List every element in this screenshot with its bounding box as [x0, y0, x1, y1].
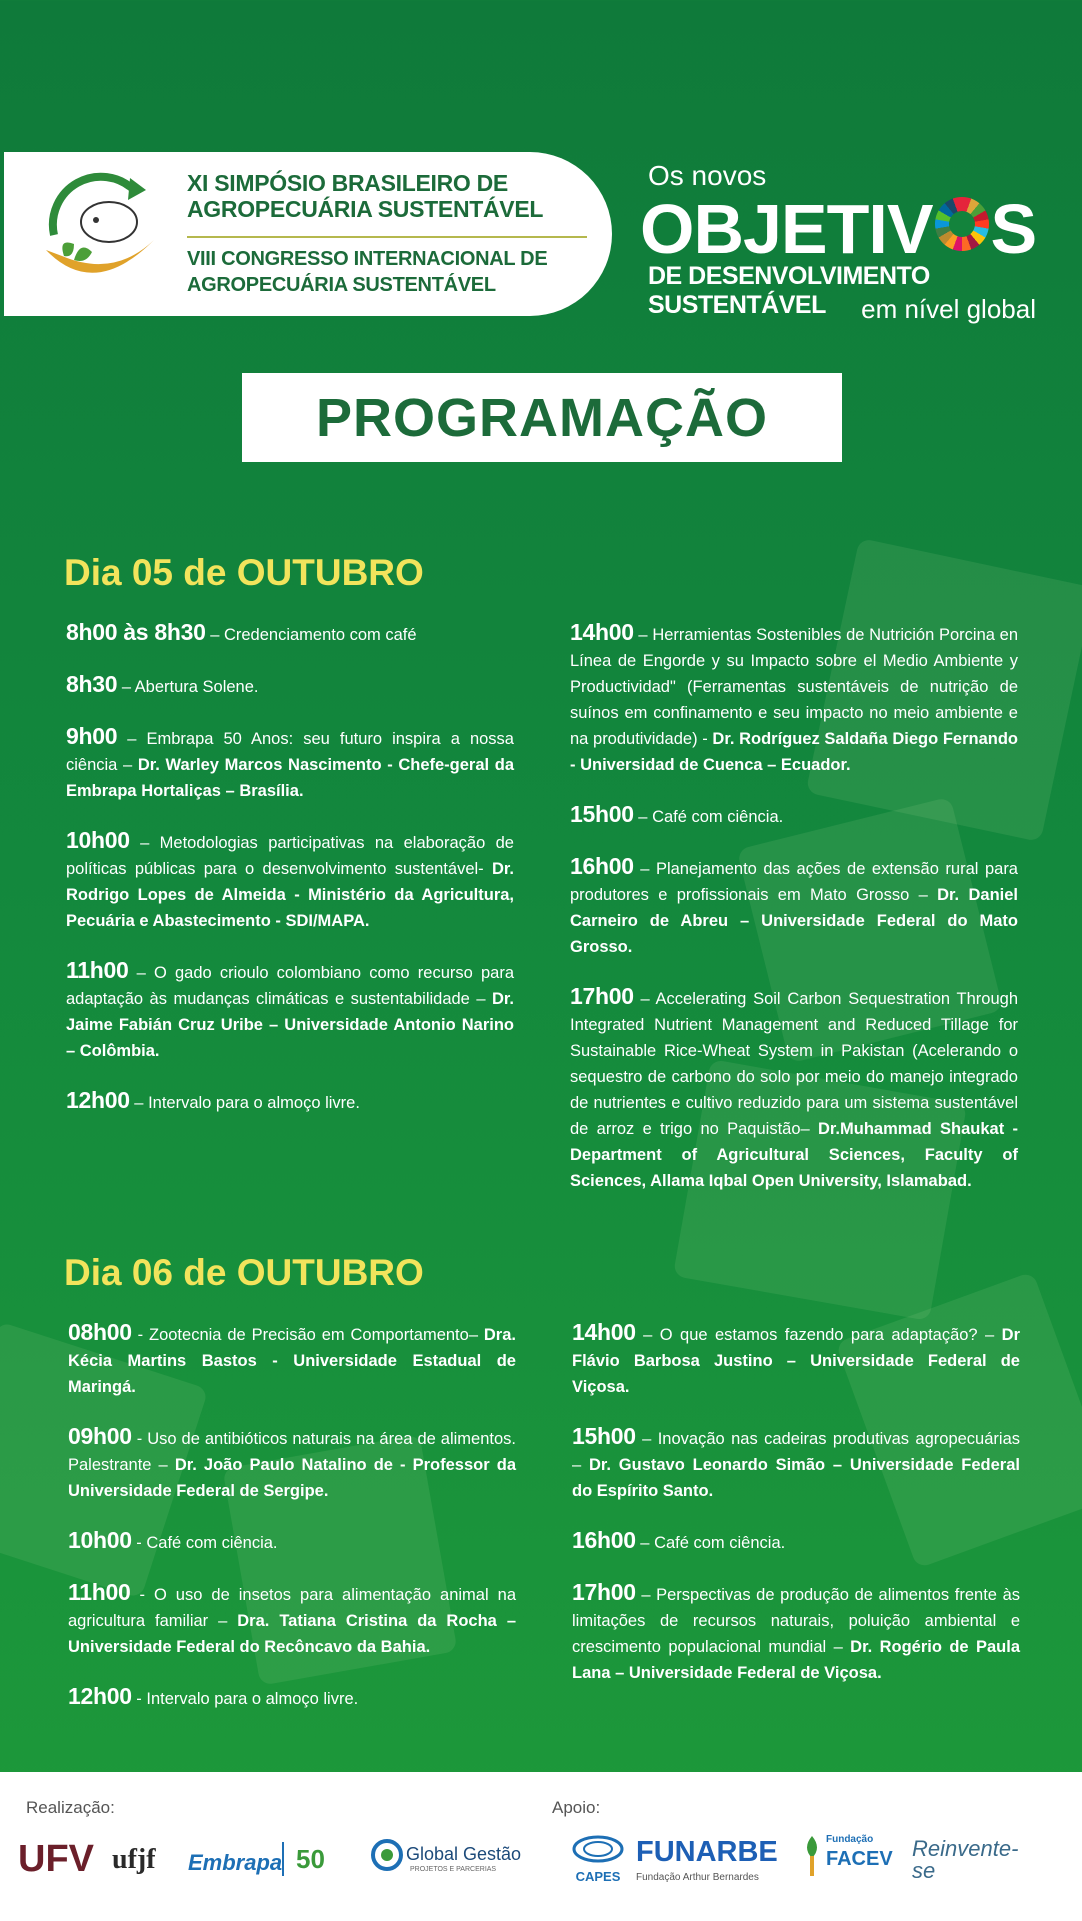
schedule-description: – Accelerating Soil Carbon Sequestration Through Integrated Nutrient Management and Reduced Tillage for Sustainable Rice-Wheat System in Pakistan (Acelerando o sequestro de carbono do solo por meio do manejo integrado de nutrientes e cultivo reduzido para um sistema sustentável de arroz e trigo no Paquistão– — [570, 990, 1018, 1138]
day-title-1: Dia 05 de OUTUBRO — [64, 552, 424, 593]
program-title: PROGRAMAÇÃO — [316, 387, 768, 448]
schedule-item — [68, 1684, 516, 1712]
funarbe-logo: FUNARBE — [636, 1836, 778, 1868]
schedule-speaker: Dr. Rodrigo Lopes de Almeida - Ministério da Agricultura, Pecuária e Abastecimento - SDI/MAPA. — [66, 860, 514, 930]
day2-right-column — [572, 1320, 1020, 1710]
schedule-time: 11h00 — [66, 957, 129, 983]
schedule-description: – Metodologias participativas na elaboração de políticas públicas para o desenvolvimento sustentável- — [66, 834, 514, 878]
schedule-speaker: Dra. Tatiana Cristina da Rocha – Universidade Federal do Recôncavo da Bahia. — [68, 1612, 516, 1656]
capes-icon — [572, 1834, 624, 1864]
embrapa-50-logo: 50 — [296, 1844, 325, 1874]
schedule-time: 17h00 — [570, 983, 634, 1009]
schedule-speaker: Dr. Rodríguez Saldaña Diego Fernando - Universidad de Cuenca – Ecuador. — [570, 730, 1019, 774]
event-title-symposium: XI SIMPÓSIO BRASILEIRO DE AGROPECUÁRIA SUSTENTÁVEL — [187, 170, 544, 222]
schedule-item — [570, 854, 1018, 960]
schedule-time: 12h00 — [66, 1087, 130, 1113]
schedule-item — [572, 1424, 1020, 1504]
schedule-speaker: Dr. Gustavo Leonardo Simão – Universidade Federal do Espírito Santo. — [572, 1456, 1020, 1500]
schedule-speaker: Dr. Daniel Carneiro de Abreu – Universidade Federal do Mato Grosso. — [570, 886, 1018, 956]
schedule-time: 16h00 — [572, 1527, 636, 1553]
schedule-speaker: Dr. Warley Marcos Nascimento - Chefe-geral da Embrapa Hortaliças – Brasília. — [66, 756, 514, 800]
program-title-box — [242, 373, 842, 462]
funarbe-subtitle: Fundação Arthur Bernardes — [636, 1872, 759, 1883]
schedule-time: 17h00 — [572, 1579, 636, 1605]
schedule-time: 8h00 às 8h30 — [66, 619, 206, 645]
schedule-speaker: Dr.Muhammad Shaukat - Department of Agricultural Sciences, Faculty of Sciences, Allama Iqbal Open University, Islamabad. — [570, 1120, 1018, 1190]
ods-banner — [620, 158, 1040, 328]
schedule-item — [66, 1088, 514, 1116]
schedule-speaker: Dr. João Paulo Natalino de - Professor da Universidade Federal de Sergipe. — [68, 1456, 516, 1500]
schedule-description: – O gado crioulo colombiano como recurso para adaptação às mudanças climáticas e sustentabilidade – — [66, 964, 514, 1008]
schedule-item — [68, 1320, 516, 1400]
day1-right-column — [570, 620, 1018, 1218]
schedule-description: – Intervalo para o almoço livre. — [129, 1094, 360, 1112]
ods-subtitle: DE DESENVOLVIMENTO SUSTENTÁVEL — [648, 262, 930, 319]
schedule-time: 9h00 — [66, 723, 118, 749]
schedule-time: 14h00 — [570, 619, 634, 645]
day1-left-column — [66, 620, 514, 1140]
apoio-label: Apoio: — [552, 1798, 601, 1817]
schedule-item — [570, 984, 1018, 1194]
reinvente-se-logo: Reinvente-se — [912, 1836, 1019, 1883]
schedule-description: – Herramientas Sostenibles de Nutrición Porcina en Línea de Engorde y su Impacto sobre el Medio Ambiente y Productividad" (Ferramentas sustentáveis de nutrição de suínos em confinamento e seu impacto no meio ambiente e na produtividade) - — [570, 626, 1018, 748]
schedule-speaker: Dr. Jaime Fabián Cruz Uribe – Universidade Antonio Narino – Colômbia. — [66, 990, 514, 1060]
schedule-item — [66, 828, 514, 934]
schedule-description: – Inovação nas cadeiras produtivas agropecuárias – — [572, 1430, 1020, 1474]
schedule-description: - Intervalo para o almoço livre. — [131, 1690, 359, 1708]
schedule-item — [572, 1320, 1020, 1400]
schedule-time: 8h30 — [66, 671, 118, 697]
schedule-time: 10h00 — [66, 827, 130, 853]
schedule-speaker: Dr. Rogério de Paula Lana – Universidade Federal de Viçosa. — [572, 1638, 1020, 1682]
schedule-time: 11h00 — [68, 1579, 131, 1605]
schedule-description: – Planejamento das ações de extensão rural para produtores e profissionais em Mato Grosso – — [570, 860, 1018, 904]
header-divider — [187, 236, 587, 238]
schedule-description: – Café com ciência. — [633, 808, 784, 826]
schedule-time: 15h00 — [572, 1423, 636, 1449]
ufv-logo: UFV — [18, 1838, 94, 1880]
sdg-wheel-icon — [935, 197, 989, 251]
ods-pretext: Os novos — [648, 160, 767, 191]
event-title-congress: VIII CONGRESSO INTERNACIONAL DE AGROPECUÁRIA SUSTENTÁVEL — [187, 248, 548, 296]
schedule-description: – O que estamos fazendo para adaptação? – — [635, 1326, 1002, 1344]
schedule-item — [572, 1580, 1020, 1686]
realizacao-label: Realização: — [26, 1798, 115, 1817]
schedule-time: 16h00 — [570, 853, 634, 879]
day-title-2: Dia 06 de OUTUBRO — [64, 1252, 424, 1293]
schedule-description: - Café com ciência. — [131, 1534, 278, 1552]
schedule-item — [68, 1424, 516, 1504]
schedule-description: – Embrapa 50 Anos: seu futuro inspira a nossa ciência – — [66, 730, 514, 774]
schedule-speaker: Dr Flávio Barbosa Justino – Universidade Federal de Viçosa. — [572, 1326, 1020, 1396]
schedule-time: 15h00 — [570, 801, 634, 827]
schedule-item — [68, 1580, 516, 1660]
schedule-time: 14h00 — [572, 1319, 636, 1345]
schedule-item — [570, 620, 1018, 778]
schedule-description: - O uso de insetos para alimentação animal na agricultura familiar – — [68, 1586, 516, 1630]
schedule-item — [66, 620, 514, 648]
footer-sponsors — [0, 1772, 1082, 1921]
embrapa-logo: Embrapa — [188, 1850, 283, 1875]
schedule-item — [66, 672, 514, 700]
schedule-description: – Café com ciência. — [635, 1534, 786, 1552]
schedule-item — [66, 958, 514, 1064]
schedule-description: - Uso de antibióticos naturais na área de alimentos. Palestrante – — [68, 1430, 516, 1474]
schedule-description: – Credenciamento com café — [205, 626, 417, 644]
event-logo-icon — [34, 160, 164, 308]
facev-icon — [800, 1834, 824, 1878]
facev-logo: Fundação FACEV — [800, 1834, 824, 1883]
schedule-time: 12h00 — [68, 1683, 132, 1709]
schedule-description: - Zootecnia de Precisão em Comportamento– — [131, 1326, 484, 1344]
schedule-item — [570, 802, 1018, 830]
logo-divider — [282, 1842, 284, 1876]
schedule-time: 10h00 — [68, 1527, 132, 1553]
schedule-description: – Perspectivas de produção de alimentos frente às limitações de recursos naturais, poluição ambiental e crescimento populacional mundial – — [572, 1586, 1020, 1656]
global-gestao-logo: Global Gestão PROJETOS E PARCERIAS — [370, 1838, 404, 1877]
schedule-item — [572, 1528, 1020, 1556]
schedule-time: 08h00 — [68, 1319, 132, 1345]
ods-posttext: em nível global — [861, 294, 1036, 324]
global-icon — [370, 1838, 404, 1872]
ods-main-title: OBJETIV S — [640, 190, 1037, 268]
schedule-time: 09h00 — [68, 1423, 132, 1449]
ufjf-logo: ufjf — [112, 1844, 156, 1875]
schedule-item — [66, 724, 514, 804]
schedule-speaker: Dra. Kécia Martins Bastos - Universidade Estadual de Maringá. — [68, 1326, 516, 1396]
event-header-badge — [4, 152, 612, 316]
schedule-item — [68, 1528, 516, 1556]
capes-logo: CAPES — [572, 1834, 624, 1884]
day2-left-column — [68, 1320, 516, 1736]
schedule-description: – Abertura Solene. — [117, 678, 259, 696]
